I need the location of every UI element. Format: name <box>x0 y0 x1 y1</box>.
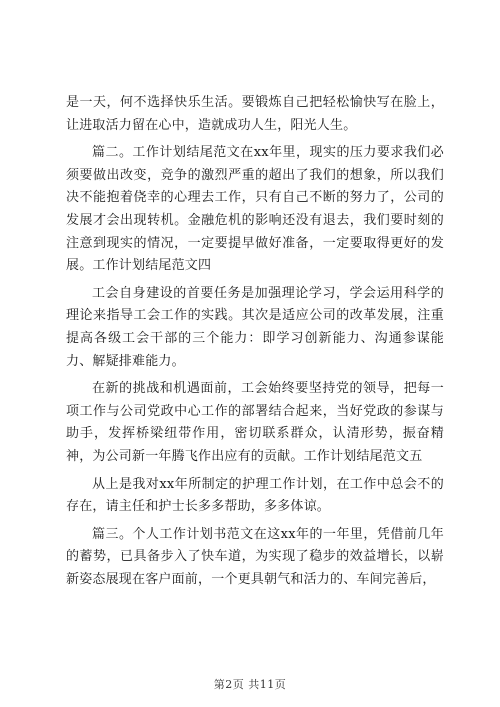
paragraph-new-challenges: 在新的挑战和机遇面前，工会始终要坚持党的领导，把每一项工作与公司党政中心工作的部署结合起来，当好党政的参谋与助手，发挥桥梁纽带作用，密切联系群众，认清形势，振奋精神，为公司新一年腾飞作出应有的贡献。工作计划结尾范文五 <box>66 381 444 464</box>
paragraph-continuation: 是一天，何不选择快乐生活。要锻炼自己把轻松愉快写在脸上，让进取活力留在心中，造就成功人生，阳光人生。 <box>66 95 444 133</box>
page-footer: 第2页 共11页 <box>213 678 287 691</box>
paragraph-union-building: 工会自身建设的首要任务是加强理论学习，学会运用科学的理论来指导工会工作的实践。其次是适应公司的改革发展，注重提高各级工会干部的三个能力：即学习创新能力、沟通参谋能力、解疑排难能力。 <box>66 285 444 369</box>
document-body <box>66 92 444 591</box>
paragraph-section-two: 篇二。工作计划结尾范文在xx年里，现实的压力要求我们必须要做出改变，竞争的激烈严重的超出了我们的想象，所以我们决不能抱着侥幸的心理去工作，只有自己不断的努力了，公司的发展才会出现转机。金融危机的影响还没有退去，我们要时刻的注意到现实的情况，一定要提早做好准备，一定要取得更好的发展。工作计划结尾范文四 <box>66 145 444 274</box>
paragraph-section-three: 篇三。个人工作计划书范文在这xx年的一年里，凭借前几年的蓄势，已具备步入了快车道，为实现了稳步的效益增长，以崭新姿态展现在客户面前，一个更具朝气和活力的、车间完善后， <box>66 526 444 587</box>
paragraph-nursing-plan: 从上是我对xx年所制定的护理工作计划，在工作中总会不的存在，请主任和护士长多多帮助，多多体谅。 <box>66 476 444 515</box>
